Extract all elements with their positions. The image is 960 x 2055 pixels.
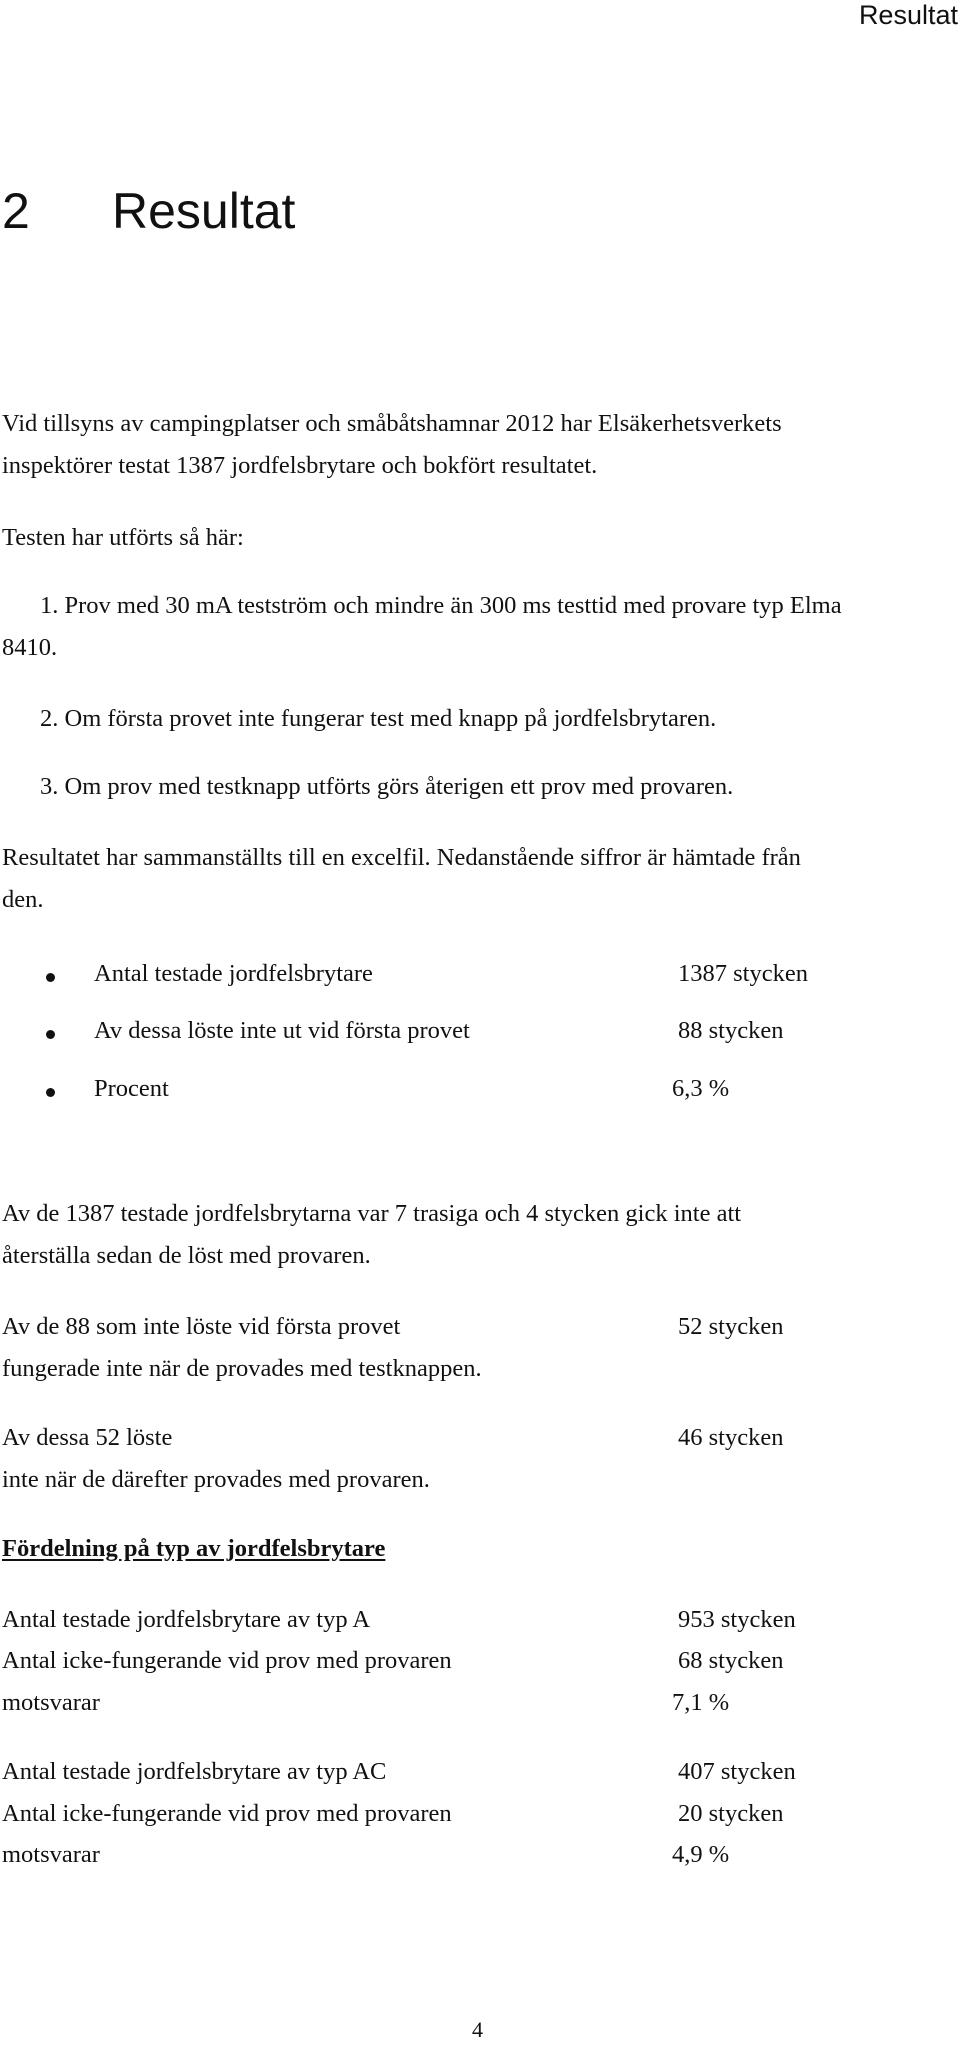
summary-value: 1387 stycken	[678, 960, 808, 987]
followup-1-line-1: Av de 88 som inte löste vid första provet	[2, 1313, 401, 1340]
bullet-icon	[46, 1088, 55, 1097]
summary-label: Procent	[94, 1075, 169, 1102]
bullet-icon	[46, 1030, 55, 1039]
intro-line-2: inspektörer testat 1387 jordfelsbrytare och bokfört resultatet.	[2, 452, 598, 479]
chapter-title: Resultat	[112, 183, 296, 239]
followup-2-line-1: Av dessa 52 löste	[2, 1424, 173, 1451]
bullet-icon	[46, 973, 55, 982]
type-ac-failed-value: 20 stycken	[678, 1800, 784, 1827]
distribution-heading: Fördelning på typ av jordfelsbrytare	[2, 1535, 386, 1562]
type-ac-failed-label: Antal icke-fungerande vid prov med provaren	[2, 1800, 452, 1827]
summary-value: 6,3 %	[672, 1075, 730, 1102]
compiled-line-2: den.	[2, 886, 44, 913]
followup-2-line-2: inte när de därefter provades med provaren.	[2, 1466, 430, 1493]
followup-1-value: 52 stycken	[678, 1313, 784, 1340]
broken-line-1: Av de 1387 testade jordfelsbrytarna var 7 trasiga och 4 stycken gick inte att	[2, 1200, 742, 1227]
procedure-step-2: 2. Om första provet inte fungerar test med knapp på jordfelsbrytaren.	[40, 705, 717, 732]
followup-1-line-2: fungerade inte när de provades med testknappen.	[2, 1355, 482, 1382]
type-a-failed-label: Antal icke-fungerande vid prov med provaren	[2, 1647, 452, 1674]
procedure-heading: Testen har utförts så här:	[2, 524, 244, 551]
procedure-step-1-cont: 8410.	[2, 634, 58, 661]
type-ac-tested-label: Antal testade jordfelsbrytare av typ AC	[2, 1758, 387, 1785]
procedure-step-1: 1. Prov med 30 mA testström och mindre än 300 ms testtid med provare typ Elma	[40, 592, 842, 619]
running-header: Resultat	[858, 0, 958, 30]
type-a-tested-label: Antal testade jordfelsbrytare av typ A	[2, 1606, 371, 1633]
broken-line-2: återställa sedan de löst med provaren.	[2, 1242, 371, 1269]
type-a-failed-value: 68 stycken	[678, 1647, 784, 1674]
procedure-step-3: 3. Om prov med testknapp utförts görs återigen ett prov med provaren.	[40, 773, 734, 800]
followup-2-value: 46 stycken	[678, 1424, 784, 1451]
summary-label: Av dessa löste inte ut vid första provet	[94, 1017, 470, 1044]
type-ac-ratio-value: 4,9 %	[672, 1841, 730, 1868]
type-ac-tested-value: 407 stycken	[678, 1758, 796, 1785]
type-a-ratio-value: 7,1 %	[672, 1689, 730, 1716]
summary-value: 88 stycken	[678, 1017, 784, 1044]
summary-label: Antal testade jordfelsbrytare	[94, 960, 373, 987]
chapter-heading	[2, 182, 295, 240]
page-number: 4	[472, 2017, 483, 2042]
type-a-tested-value: 953 stycken	[678, 1606, 796, 1633]
compiled-line-1: Resultatet har sammanställts till en excelfil. Nedanstående siffror är hämtade från	[2, 844, 801, 871]
chapter-number: 2	[2, 183, 30, 239]
intro-line-1: Vid tillsyns av campingplatser och småbåtshamnar 2012 har Elsäkerhetsverkets	[2, 410, 782, 437]
type-ac-ratio-label: motsvarar	[2, 1841, 100, 1868]
type-a-ratio-label: motsvarar	[2, 1689, 100, 1716]
